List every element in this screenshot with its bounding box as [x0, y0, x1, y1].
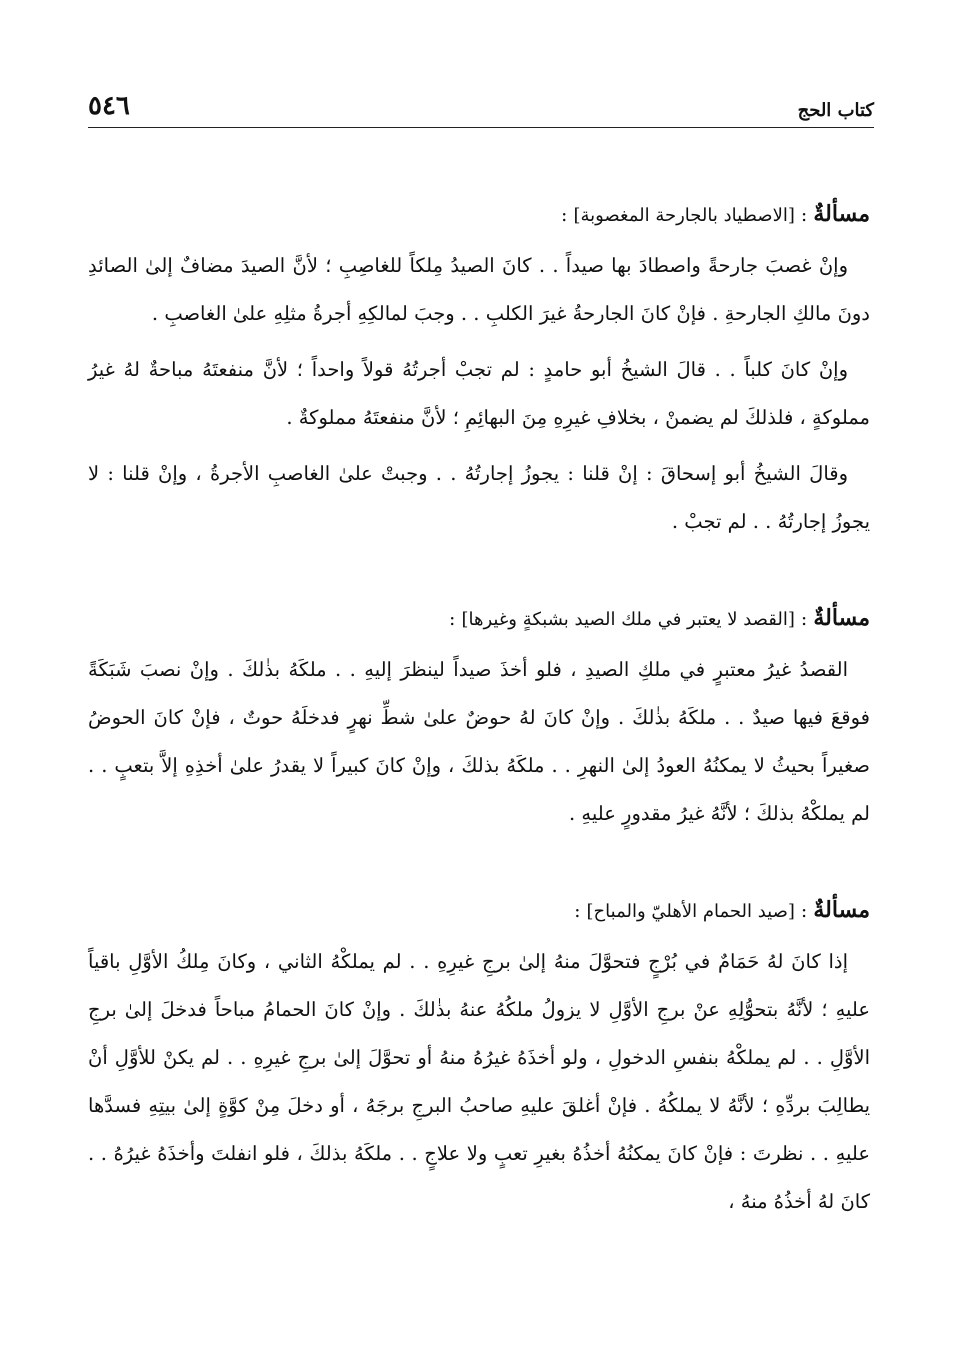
page-number: ٥٤٦ [88, 91, 130, 121]
paragraph: وإنْ غصبَ جارحةً واصطادَ بها صيداً . . كانَ الصيدُ مِلكاً للغاصِبِ ؛ لأنَّ الصيدَ مضافٌ إلىٰ الصائدِ دونَ مالكِ الجارحةِ . فإنْ كانَ الجارحةُ غيرَ الكلبِ . . وجبَ لمالكِهِ أجرةُ مثلِهِ علىٰ الغاصبِ . [88, 254, 870, 325]
page-content [88, 186, 870, 1226]
issue-topic: [القصد لا يعتبر في ملك الصيد بشبكةٍ وغيرها] [461, 609, 795, 630]
issue-keyword: مسألةٌ [813, 605, 870, 631]
issue-separator: : [794, 608, 814, 630]
paragraph: إذا كانَ لهُ حَمَامٌ في بُرْجٍ فتحوَّلَ منهُ إلىٰ برجِ غيرِهِ . . لم يملكْهُ الثاني ، وكانَ مِلكُ الأوَّلِ باقياً عليهِ ؛ لأنَّهُ بتحوُّلِهِ عنْ برجِ الأوَّلِ لا يزولُ ملكُهُ عنهُ بذٰلكَ . وإنْ كانَ الحمامُ مباحاً فدخلَ إلىٰ برجِ الأوَّلِ . . لم يملكْهُ بنفسِ الدخولِ ، ولو أخذَهُ غيرُهُ منهُ أو تحوَّلَ إلىٰ برجِ غيرِهِ . . لم يكنْ للأوَّلِ أنْ يطالِبَ بردِّهِ ؛ لأنَّهُ لا يملكُهُ . فإنْ أغلقَ عليهِ صاحبُ البرجِ برجَهُ ، أو دخلَ مِنْ كوَّةٍ إلىٰ بيتِهِ فسدَّها عليهِ . . نظرتَ : فإنْ كانَ يمكنُهُ أخذُهُ بغيرِ تعبٍ ولا علاجٍ . . ملكَهُ بذلكَ ، فلو انفلتَ وأخذَهُ غيرُهُ . . كانَ لهُ أخذُهُ منهُ ، [88, 950, 870, 1213]
paragraph: وقالَ الشيخُ أبو إسحاقَ : إنْ قلنا : يجوزُ إجارتُهُ . . وجبتْ علىٰ الغاصبِ الأجرةُ ، وإنْ قلنا : لا يجوزُ إجارتُهُ . . لم تجبْ . [88, 462, 870, 533]
paragraph: القصدُ غيرُ معتبرٍ في ملكِ الصيدِ ، فلو أخذَ صيداً لينظرَ إليهِ . . ملكَهُ بذٰلكَ . وإنْ نصبَ شَبَكَةً فوقعَ فيها صيدٌ . . ملكَهُ بذٰلكَ . وإنْ كانَ لهُ حوضٌ علىٰ شطِّ نهرٍ فدخلَهُ حوتٌ ، فإنْ كانَ الحوضُ صغيراً بحيثُ لا يمكنُهُ العودُ إلىٰ النهرِ . . ملكَهُ بذلكَ ، وإنْ كانَ كبيراً لا يقدرُ علىٰ أخذِهِ إلاَّ بتعبٍ . . لم يملكْهُ بذلكَ ؛ لأنَّهُ غيرُ مقدورٍ عليهِ . [88, 658, 870, 825]
page-header [88, 88, 874, 128]
issue-heading [88, 590, 870, 646]
issue-keyword: مسألةٌ [813, 201, 870, 227]
issue-heading [88, 882, 870, 938]
issue-section [88, 882, 870, 1226]
issue-separator: : [794, 204, 814, 226]
issue-section [88, 590, 870, 838]
issue-section [88, 186, 870, 546]
issue-topic: [صيد الحمام الأهليّ والمباح] [586, 901, 795, 922]
issue-keyword: مسألةٌ [813, 897, 870, 923]
issue-topic-end: : [574, 900, 587, 922]
issue-topic-end: : [561, 204, 574, 226]
issue-topic: [الاصطياد بالجارحة المغصوبة] [573, 205, 795, 226]
issue-heading [88, 186, 870, 242]
issue-separator: : [794, 900, 814, 922]
book-title: كتاب الحج [797, 100, 874, 121]
issue-topic-end: : [449, 608, 462, 630]
paragraph: وإنْ كانَ كلباً . . قالَ الشيخُ أبو حامدٍ : لم تجبْ أجرتُهُ قولاً واحداً ؛ لأنَّ منفعتَهُ مباحةٌ لهُ غيرُ مملوكةٍ ، فلذلكَ لم يضمنْ ، بخلافِ غيرِهِ مِنَ البهائِمِ ؛ لأنَّ منفعتَهُ مملوكةٌ . [88, 358, 870, 429]
